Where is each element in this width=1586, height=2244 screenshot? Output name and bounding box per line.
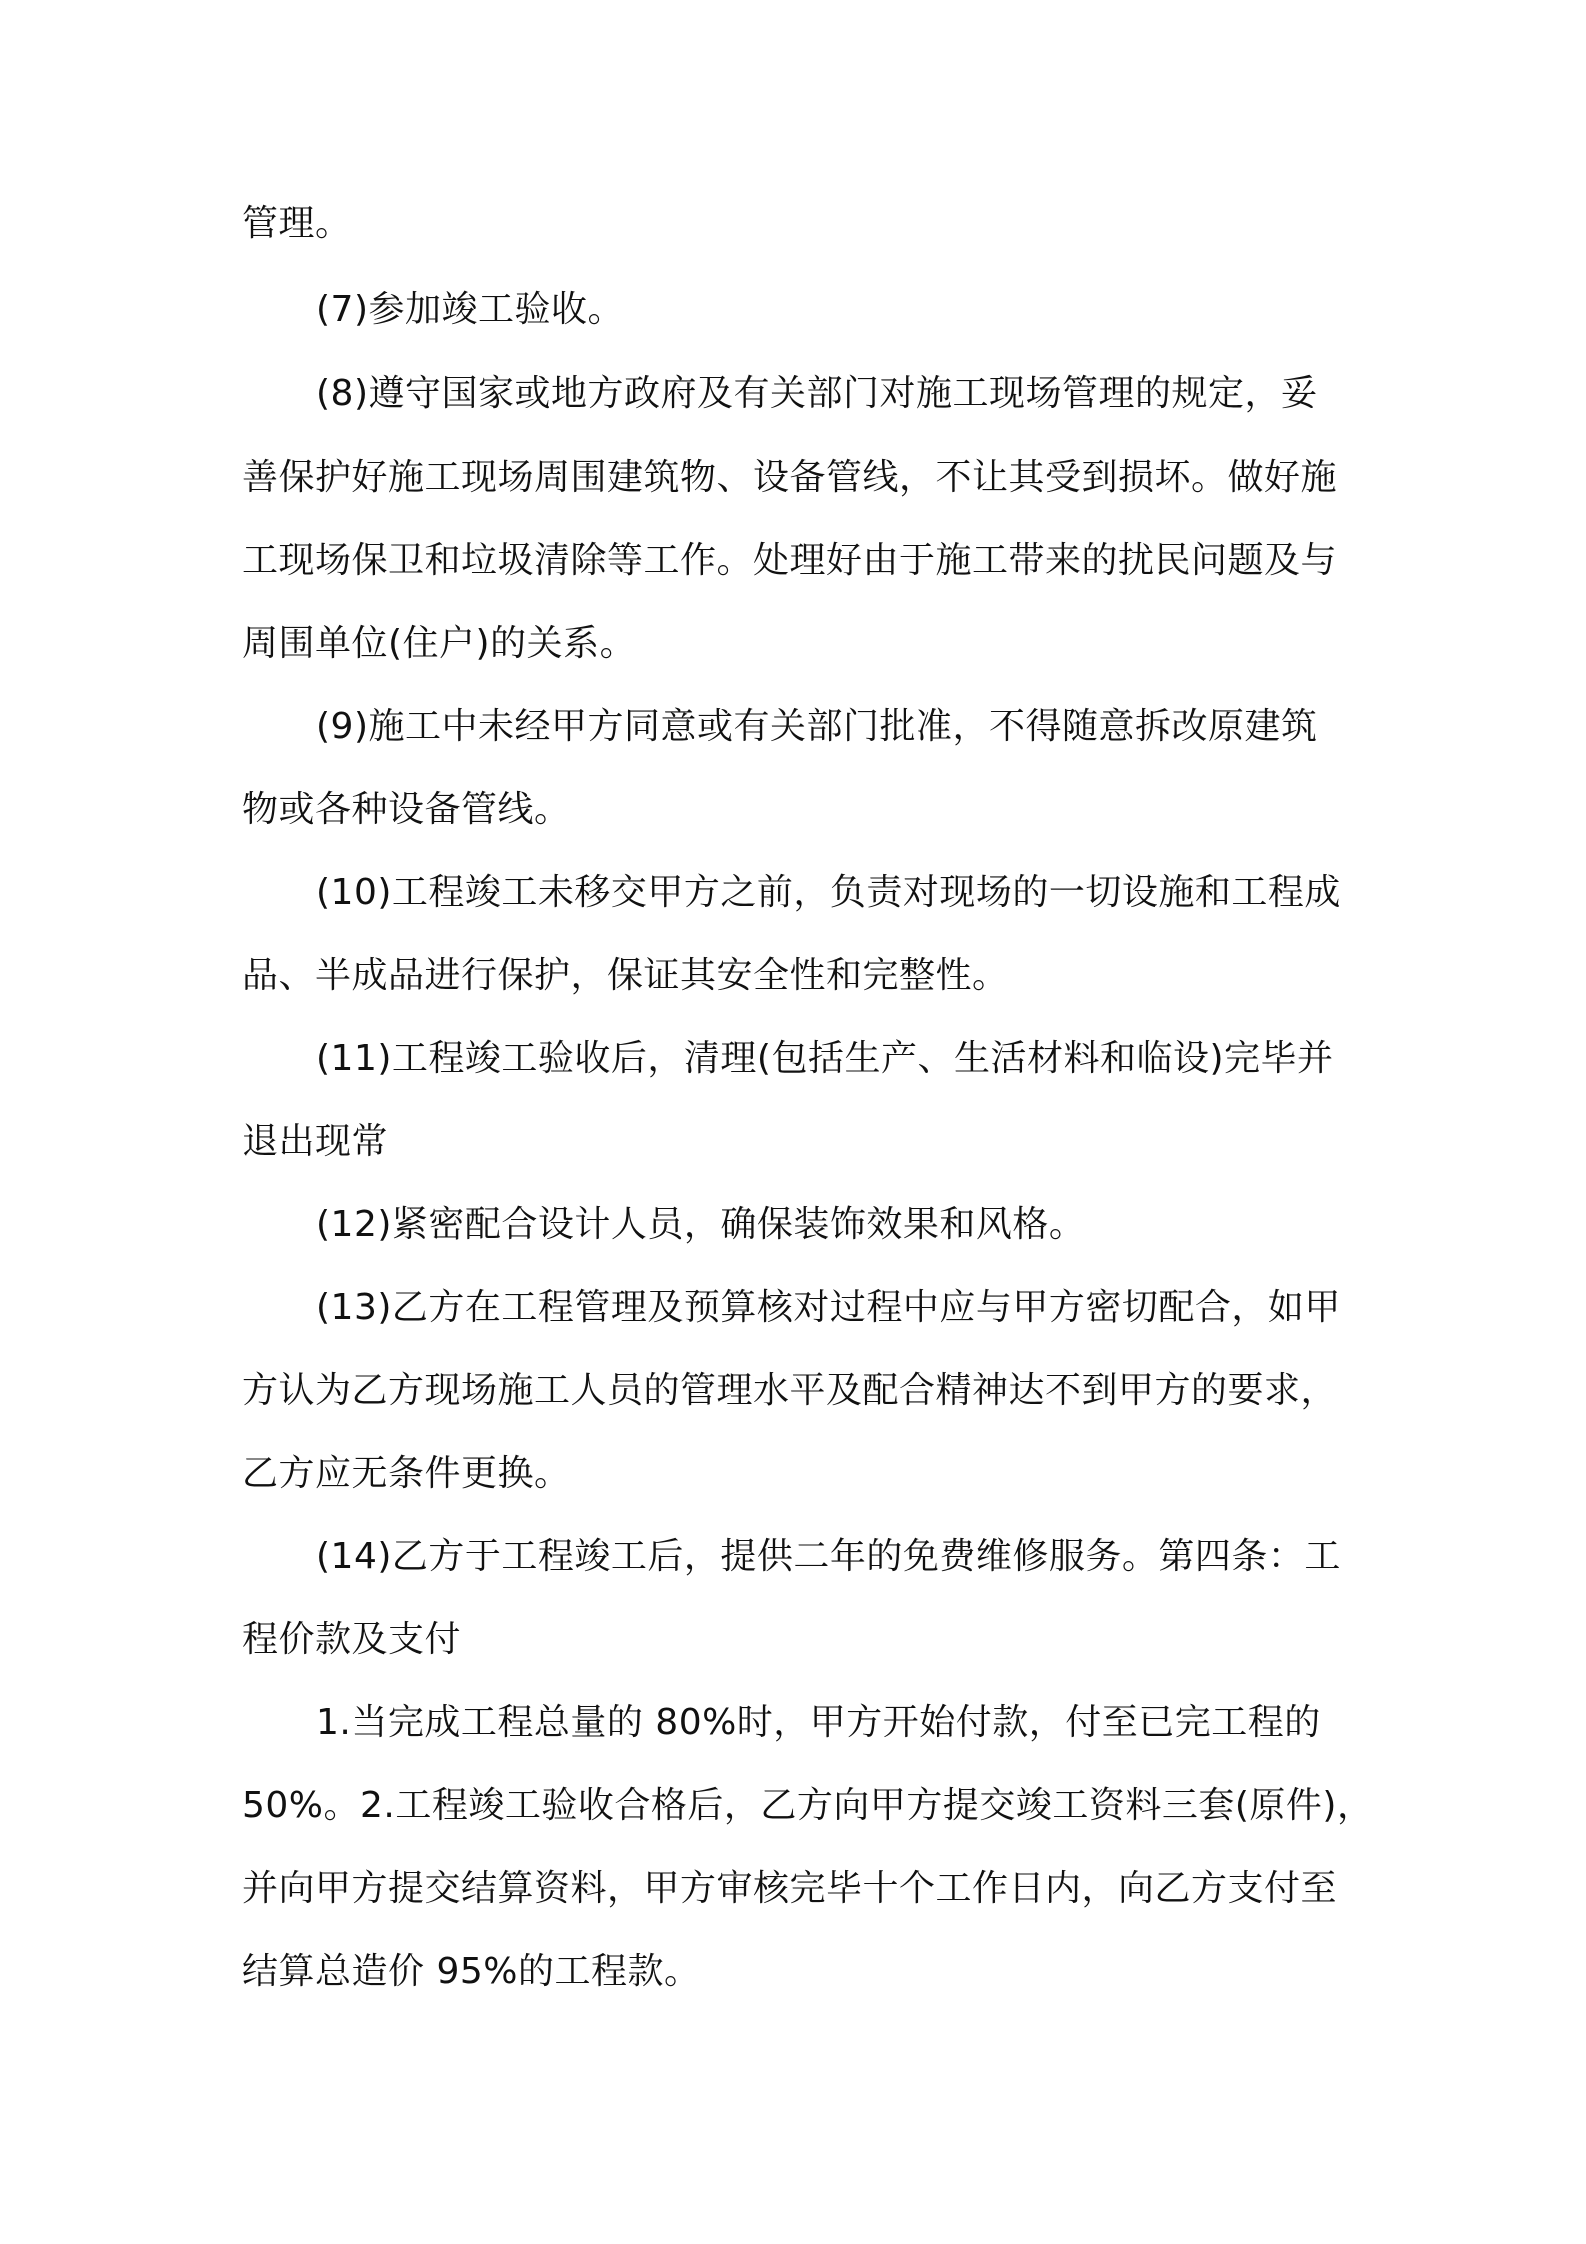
clause-7-line-1: (7)参加竣工验收。	[316, 289, 624, 330]
clause-11-line-2: 退出现常	[242, 1121, 389, 1162]
clause-13-line-1: (13)乙方在工程管理及预算核对过程中应与甲方密切配合，如甲	[316, 1287, 1341, 1328]
payment-line-3: 并向甲方提交结算资料，甲方审核完毕十个工作日内，向乙方支付至	[242, 1868, 1338, 1909]
clause-8-line-4: 周围单位(住户)的关系。	[242, 623, 637, 664]
payment-line-2: 50%。2.工程竣工验收合格后，乙方向甲方提交竣工资料三套(原件)，	[242, 1785, 1374, 1826]
payment-line-1: 1.当完成工程总量的 80%时，甲方开始付款，付至已完工程的	[316, 1702, 1321, 1743]
clause-10-line-1: (10)工程竣工未移交甲方之前，负责对现场的一切设施和工程成	[316, 872, 1341, 913]
clause-8-line-1: (8)遵守国家或地方政府及有关部门对施工现场管理的规定，妥	[316, 373, 1318, 414]
clause-14-line-1: (14)乙方于工程竣工后，提供二年的免费维修服务。第四条：工	[316, 1536, 1341, 1577]
clause-11-line-1: (11)工程竣工验收后，清理(包括生产、生活材料和临设)完毕并	[316, 1038, 1334, 1079]
clause-14-line-2: 程价款及支付	[242, 1619, 462, 1660]
clause-10-line-2: 品、半成品进行保护，保证其安全性和完整性。	[242, 955, 1009, 996]
clause-9-line-1: (9)施工中未经甲方同意或有关部门批准，不得随意拆改原建筑	[316, 706, 1318, 747]
clause-8-line-3: 工现场保卫和垃圾清除等工作。处理好由于施工带来的扰民问题及与	[242, 540, 1338, 581]
payment-line-4: 结算总造价 95%的工程款。	[242, 1951, 701, 1992]
clause-9-line-2: 物或各种设备管线。	[242, 789, 571, 830]
clause-13-line-3: 乙方应无条件更换。	[242, 1453, 571, 1494]
clause-12-line-1: (12)紧密配合设计人员，确保装饰效果和风格。	[316, 1204, 1086, 1245]
clause-13-line-2: 方认为乙方现场施工人员的管理水平及配合精神达不到甲方的要求，	[242, 1370, 1338, 1411]
text-line-1: 管理。	[242, 203, 352, 244]
clause-8-line-2: 善保护好施工现场周围建筑物、设备管线，不让其受到损坏。做好施	[242, 457, 1338, 498]
